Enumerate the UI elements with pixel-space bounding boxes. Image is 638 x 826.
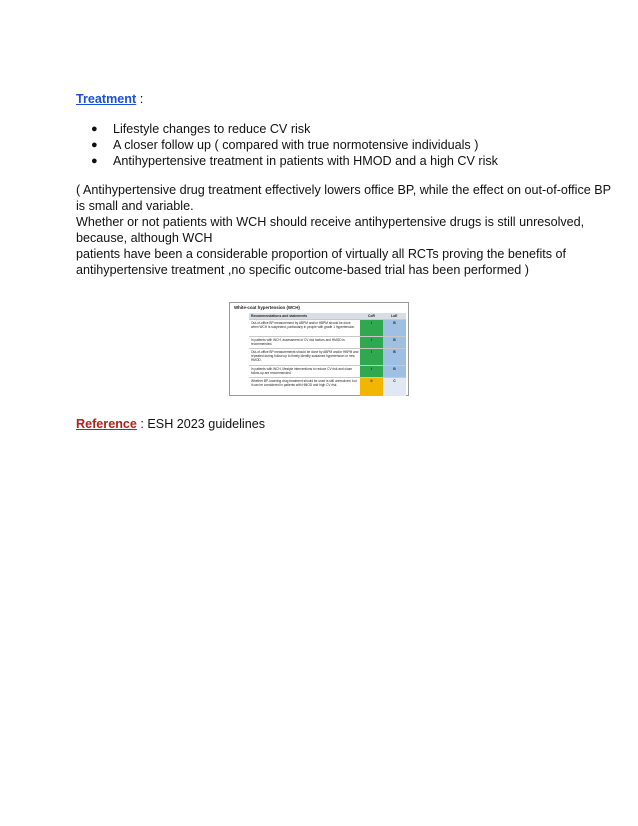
row-class: I	[371, 338, 372, 342]
row-class-cell	[360, 320, 383, 337]
treatment-suffix: :	[136, 92, 144, 106]
table-row	[249, 377, 406, 396]
header-level: LoE	[391, 313, 398, 318]
header-class: CoR	[368, 313, 375, 318]
row-level-cell	[383, 320, 406, 337]
row-class-cell	[360, 378, 383, 396]
row-class: I	[371, 367, 372, 371]
wch-recommendations-table	[229, 302, 409, 396]
bullet-icon: ●	[91, 155, 98, 167]
paragraph-line: because, although WCH	[76, 231, 213, 245]
row-class-cell	[360, 349, 383, 366]
bullet-icon: ●	[91, 139, 98, 151]
row-statement: In patients with WCH, assessment of CV risk factors and HMOD is recommended.	[251, 338, 345, 346]
reference-line	[76, 416, 265, 432]
paragraph-line: ( Antihypertensive drug treatment effectively lowers office BP, while the effect on out-of-office BP	[76, 183, 612, 197]
list-item-text: A closer follow up ( compared with true normotensive individuals )	[113, 138, 479, 152]
paragraph-line: antihypertensive treatment ,no specific outcome-based trial has been performed )	[76, 263, 529, 277]
treatment-heading	[76, 91, 143, 107]
explanation-paragraph	[76, 182, 612, 278]
row-class: I	[371, 321, 372, 325]
paragraph-line: is small and variable.	[76, 199, 194, 213]
row-class: II	[370, 379, 373, 383]
row-level: C	[393, 379, 396, 383]
table-row	[249, 348, 406, 366]
row-statement: Out-of-office BP measurement by ABPM and/or HBPM should be done when WCH is suspected, particularly in people with grade 1 hypertension.	[251, 321, 356, 329]
list-item-text: Lifestyle changes to reduce CV risk	[113, 122, 311, 136]
reference-link[interactable]: Reference	[76, 417, 137, 431]
row-level: B	[393, 350, 396, 354]
treatment-link[interactable]: Treatment	[76, 92, 137, 106]
list-item	[91, 121, 498, 137]
list-item	[91, 137, 498, 153]
treatment-list	[91, 121, 498, 169]
row-level-cell	[383, 349, 406, 366]
paragraph-line: Whether or not patients with WCH should receive antihypertensive drugs is still unresolved,	[76, 215, 585, 229]
row-level-cell	[383, 378, 406, 396]
header-statement: Recommendations and statements	[251, 313, 308, 318]
row-level: B	[393, 321, 396, 325]
row-level: B	[393, 367, 396, 371]
row-statement: In patients with WCH, lifestyle interventions to reduce CV risk and close follow-up are recommended.	[251, 367, 352, 375]
table-row	[249, 319, 406, 337]
list-item	[91, 153, 498, 169]
row-class: I	[371, 350, 372, 354]
paragraph-line: patients have been a considerable proportion of virtually all RCTs proving the benefits of	[76, 247, 567, 261]
table-title: White-coat hypertension (WCH)	[234, 305, 300, 310]
reference-text: : ESH 2023 guidelines	[136, 417, 266, 431]
bullet-icon: ●	[91, 123, 98, 135]
list-item-text: Antihypertensive treatment in patients with HMOD and a high CV risk	[113, 154, 498, 168]
row-statement: Whether BP-lowering drug treatment should be used is still unresolved, but it can be considered in patients with HMOD and high CV risk.	[251, 379, 357, 387]
row-level: B	[393, 338, 396, 342]
row-statement: Out-of-office BP measurements should be done by ABPM and/or HBPM and repeated during follow-up to timely identify sustained hypertension or new HMOD.	[251, 350, 359, 362]
